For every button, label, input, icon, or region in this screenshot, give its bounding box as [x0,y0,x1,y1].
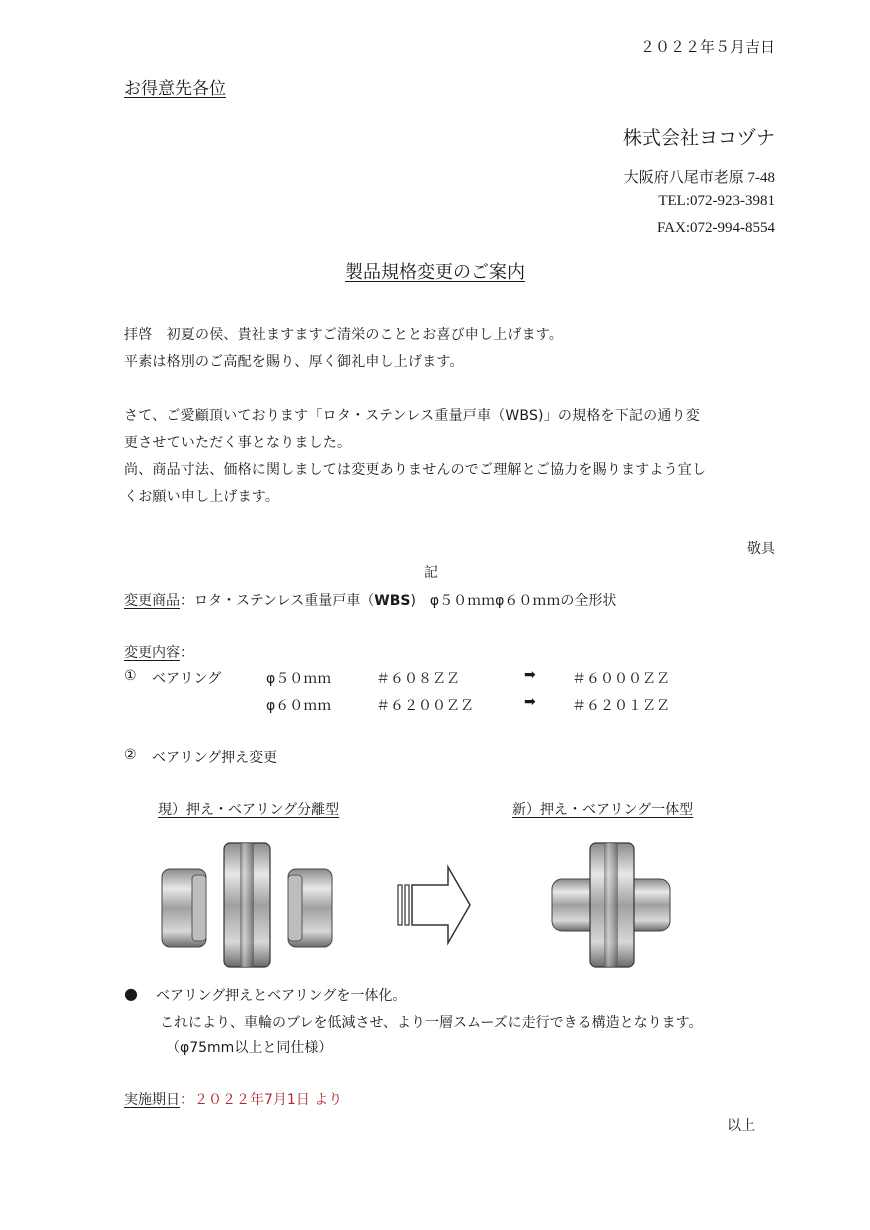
document-title: 製品規格変更のご案内 [345,262,525,283]
target-label: 変更商品 [124,593,180,609]
right-arrow-icon [398,867,470,943]
paragraph-line: くお願い申し上げます。 [124,489,280,505]
figure-left-caption: 現）押え・ベアリング分離型 [158,802,340,818]
content-line [124,642,194,662]
bullet-line: ベアリング押えとベアリングを一体化。 [156,988,407,1004]
target-product-line [124,590,616,610]
row-size: φ６０ｍｍ [266,698,332,714]
separated-bearing-image [162,843,332,967]
target-value-pre: ロタ・ステンレス重量戸車（ [194,593,375,609]
row-new-code: ＃６２０１ＺＺ [572,698,670,714]
row-old-code: ＃６２００ＺＺ [376,698,474,714]
bullet-line: （φ75mm以上と同仕様） [166,1040,333,1056]
effective-sep: ： [180,1092,194,1108]
item1-name: ベアリング [152,671,222,687]
item2-number: ② [124,747,137,763]
item1-number: ① [124,668,137,684]
row-size: φ５０ｍｍ [266,671,332,687]
company-tel: TEL:072-923-3981 [658,193,775,209]
company-address: 大阪府八尾市老原 7-48 [623,170,775,186]
addressee: お得意先各位 [124,79,226,99]
paragraph-line: 尚、商品寸法、価格に関しましては変更ありませんのでご理解とご協力を賜りますよう宜し [124,462,707,478]
target-sep: ： [180,593,194,609]
document-date: ２０２２年５月吉日 [639,38,775,56]
row-new-code: ＃６０００ＺＺ [572,671,670,687]
row-old-code: ＃６０８ＺＺ [376,671,460,687]
target-value-post: ) φ５０ｍｍφ６０ｍｍの全形状 [410,593,617,609]
paragraph-line: 平素は格別のご高配を賜り、厚く御礼申し上げます。 [124,354,464,370]
ki-heading: 記 [424,565,438,581]
arrow-icon: ➡ [524,667,536,683]
effective-value: ２０２２年7月1日 より [194,1092,343,1108]
paragraph-line: さて、ご愛顧頂いております「ロタ・ステンレス重量戸車（WBS)」の規格を下記の通り変 [124,408,700,424]
effective-date-line [124,1089,342,1109]
paragraph-line: 拝啓 初夏の侯、貴社ますますご清栄のこととお喜び申し上げます。 [124,327,564,343]
bullet-line: これにより、車輪のブレを低減させ、より一層スムーズに走行できる構造となります。 [160,1015,703,1031]
target-code: WBS [374,593,411,609]
company-fax: FAX:072-994-8554 [656,220,775,236]
integrated-bearing-image [552,843,670,967]
paragraph-line: 更させていただく事となりました。 [124,435,352,451]
item2-name: ベアリング押え変更 [152,750,278,766]
figure-right-caption: 新）押え・ベアリング一体型 [512,802,694,818]
bullet-mark: ● [124,984,138,1003]
content-sep: ： [180,645,194,661]
content-label: 変更内容 [124,645,180,661]
company-name: 株式会社ヨコヅナ [622,127,775,149]
closing-ijou: 以上 [727,1118,755,1134]
effective-label: 実施期日 [124,1092,180,1108]
bearing-comparison-figure [150,835,730,975]
arrow-icon: ➡ [524,694,536,710]
closing-keigu: 敬具 [747,541,775,557]
